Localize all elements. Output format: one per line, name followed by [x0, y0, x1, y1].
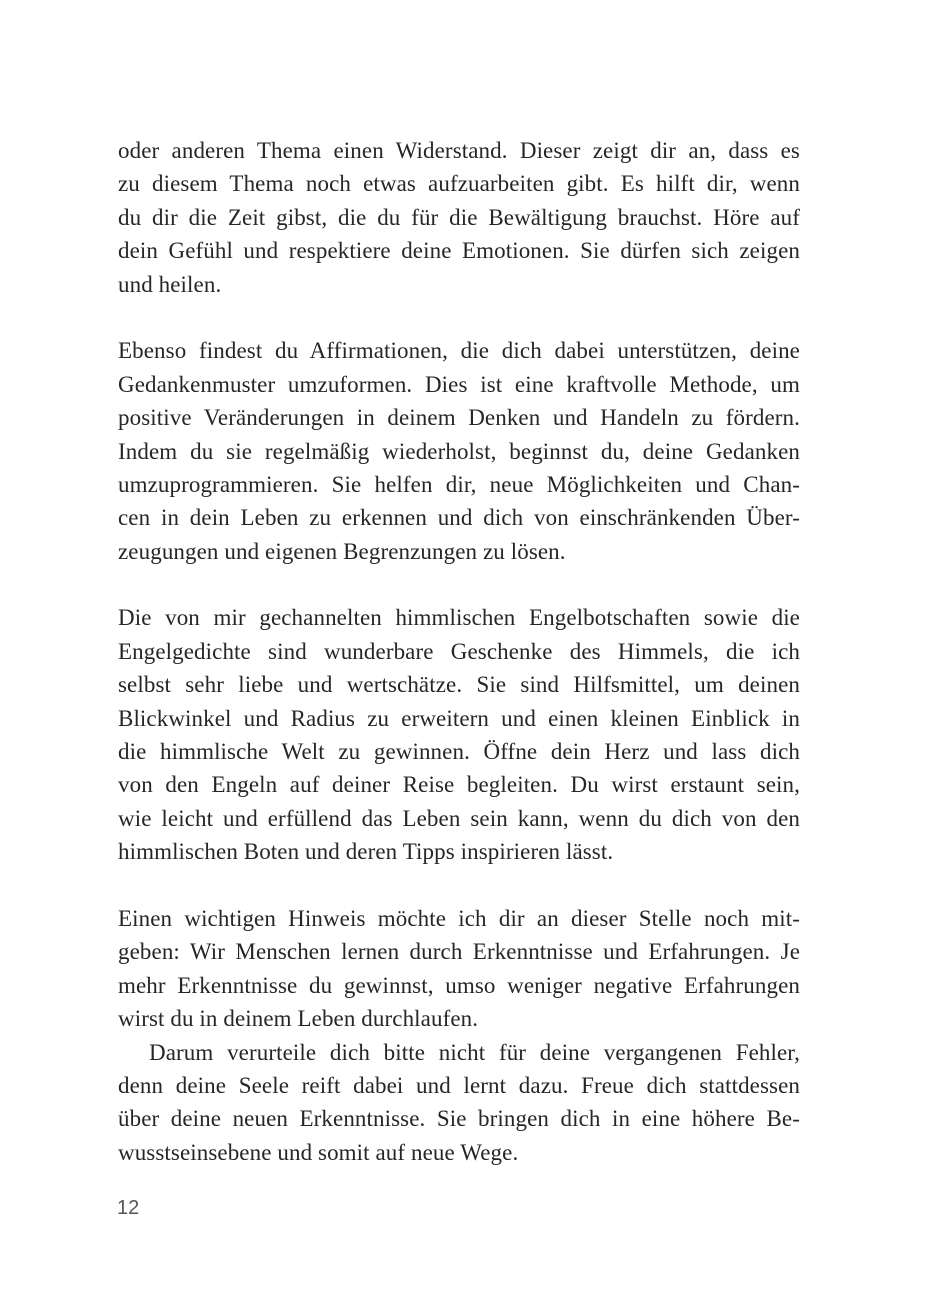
text-line: zu diesem Thema noch etwas aufzuarbeiten gibt. Es hilft dir, wenn — [118, 171, 800, 197]
text-line: wusstseinsebene und somit auf neue Wege. — [118, 1139, 519, 1165]
text-block — [118, 134, 800, 1169]
paragraph — [118, 334, 800, 568]
text-line: geben: Wir Menschen lernen durch Erkenntnisse und Erfahrungen. Je — [118, 939, 800, 965]
text-line: Darum verurteile dich bitte nicht für deine vergangenen Fehler, — [149, 1039, 800, 1065]
text-line: Gedankenmuster umzuformen. Dies ist eine kraftvolle Methode, um — [118, 371, 800, 397]
text-line: wirst du in deinem Leben durchlaufen. — [118, 1006, 479, 1032]
text-line: positive Veränderungen in deinem Denken und Handeln zu fördern. — [118, 405, 800, 431]
text-line: mehr Erkenntnisse du gewinnst, umso weniger negative Erfahrungen — [118, 972, 800, 998]
text-line: die himmlische Welt zu gewinnen. Öffne dein Herz und lass dich — [118, 739, 800, 765]
page-number: 12 — [117, 1197, 140, 1219]
text-line: Ebenso findest du Affirmationen, die dich dabei unterstützen, deine — [118, 338, 800, 364]
text-line: Engelgedichte sind wunderbare Geschenke des Himmels, die ich — [118, 638, 800, 664]
text-line: und heilen. — [118, 271, 222, 297]
paragraph — [118, 902, 800, 1036]
text-line: Blickwinkel und Radius zu erweitern und einen kleinen Einblick in — [118, 705, 800, 731]
text-line: dein Gefühl und respektiere deine Emotionen. Sie dürfen sich zeigen — [118, 238, 800, 264]
text-line: von den Engeln auf deiner Reise begleiten. Du wirst erstaunt sein, — [118, 772, 800, 798]
text-line: Die von mir gechannelten himmlischen Engelbotschaften sowie die — [118, 605, 800, 631]
text-line: Indem du sie regelmäßig wiederholst, beginnst du, deine Gedanken — [118, 438, 800, 464]
paragraph — [118, 601, 800, 868]
paragraph — [118, 1036, 800, 1170]
text-line: zeugungen und eigenen Begrenzungen zu lösen. — [118, 538, 566, 564]
text-line: über deine neuen Erkenntnisse. Sie bringen dich in eine höhere Be- — [118, 1106, 800, 1132]
text-line: cen in dein Leben zu erkennen und dich von einschränkenden Über- — [118, 505, 800, 531]
text-line: selbst sehr liebe und wertschätze. Sie sind Hilfsmittel, um deinen — [118, 672, 800, 698]
text-line: Einen wichtigen Hinweis möchte ich dir an dieser Stelle noch mit- — [118, 905, 800, 931]
text-line: umzuprogrammieren. Sie helfen dir, neue Möglichkeiten und Chan- — [118, 471, 800, 497]
paragraph — [118, 134, 800, 301]
text-line: oder anderen Thema einen Widerstand. Dieser zeigt dir an, dass es — [118, 138, 800, 163]
text-line: du dir die Zeit gibst, die du für die Bewältigung brauchst. Höre auf — [118, 204, 800, 230]
text-line: wie leicht und erfüllend das Leben sein kann, wenn du dich von den — [118, 805, 800, 831]
text-line: himmlischen Boten und deren Tipps inspirieren lässt. — [118, 839, 614, 865]
text-line: denn deine Seele reift dabei und lernt dazu. Freue dich stattdessen — [118, 1072, 800, 1098]
